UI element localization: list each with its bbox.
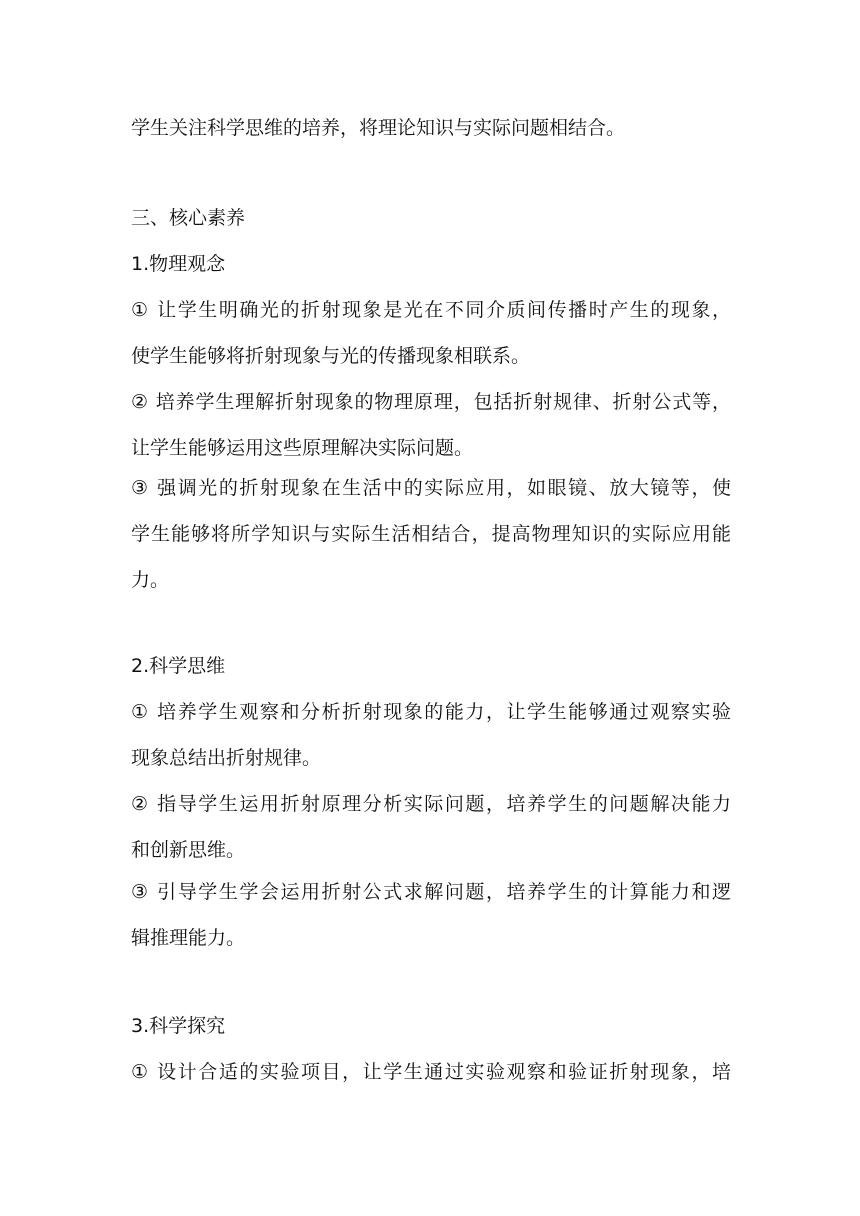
list-item-line: ③ 强调光的折射现象在生活中的实际应用，如眼镜、放大镜等，使 (131, 477, 731, 499)
list-item-line: ③ 引导学生学会运用折射公式求解问题，培养学生的计算能力和逻 (131, 881, 731, 903)
intro-paragraph: 学生关注科学思维的培养，将理论知识与实际问题相结合。 (131, 117, 626, 139)
list-item-line: 现象总结出折射规律。 (131, 747, 322, 769)
list-item-line: 辑推理能力。 (131, 927, 246, 949)
list-item-line: 学生能够将所学知识与实际生活相结合，提高物理知识的实际应用能 (131, 523, 731, 545)
subsection-title: 1.物理观念 (131, 253, 226, 275)
list-item-line: 力。 (131, 569, 170, 591)
list-item-line: ② 指导学生运用折射原理分析实际问题，培养学生的问题解决能力 (131, 793, 731, 815)
list-item-line: ① 设计合适的实验项目，让学生通过实验观察和验证折射现象，培 (131, 1061, 731, 1083)
list-item-line: 和创新思维。 (131, 839, 246, 861)
list-item-line: 让学生能够运用这些原理解决实际问题。 (131, 437, 474, 459)
list-item-line: 使学生能够将折射现象与光的传播现象相联系。 (131, 345, 531, 367)
list-item-line: ① 培养学生观察和分析折射现象的能力，让学生能够通过观察实验 (131, 701, 731, 723)
list-item-line: ② 培养学生理解折射现象的物理原理，包括折射规律、折射公式等， (131, 391, 731, 413)
section-heading: 三、核心素养 (131, 207, 246, 229)
list-item-line: ① 让学生明确光的折射现象是光在不同介质间传播时产生的现象， (131, 299, 731, 321)
subsection-title: 2.科学思维 (131, 655, 226, 677)
subsection-title: 3.科学探究 (131, 1015, 226, 1037)
